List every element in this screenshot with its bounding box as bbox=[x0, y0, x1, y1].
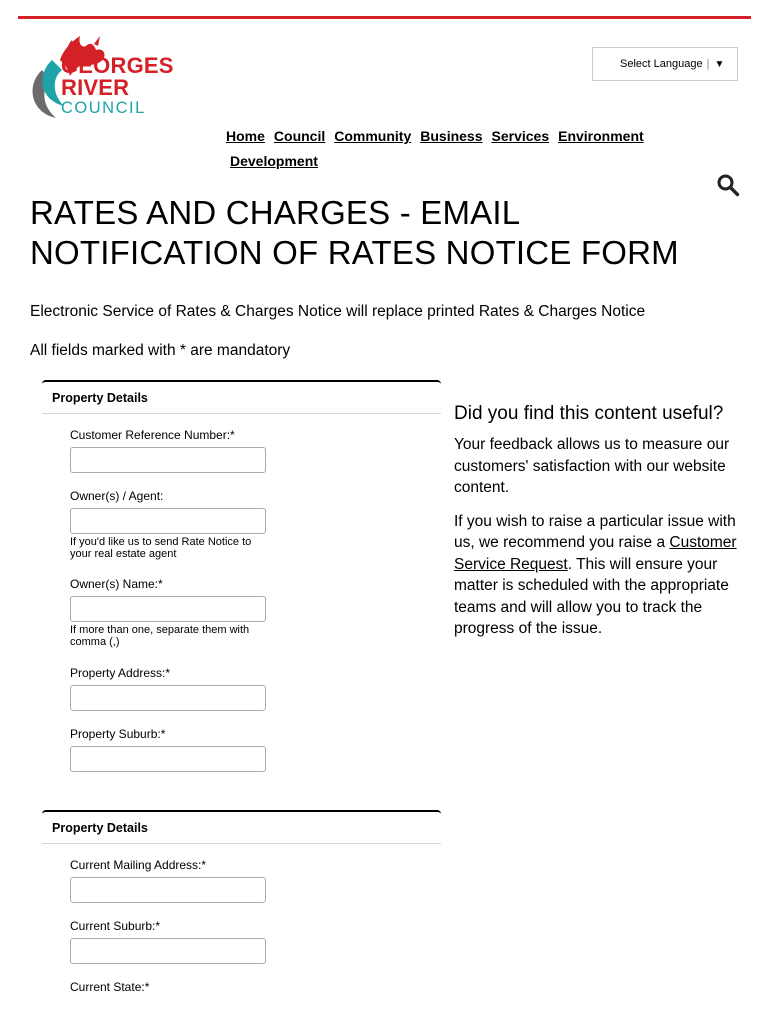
field-label: Current Mailing Address:* bbox=[70, 858, 207, 872]
field-label: Current State:* bbox=[70, 980, 150, 994]
customer-service-request-link[interactable]: Customer Service Request bbox=[454, 534, 737, 573]
field-label: Owner(s) Name:* bbox=[70, 577, 163, 591]
owner-name-field bbox=[70, 577, 270, 648]
logo-wordmark bbox=[61, 55, 174, 117]
feedback-text-before: If you wish to raise a particular issue with us, we recommend you raise a bbox=[454, 512, 736, 551]
language-select[interactable] bbox=[592, 47, 738, 81]
property-suburb-field bbox=[70, 727, 266, 772]
property-address-field bbox=[70, 666, 266, 711]
language-select-label: Select Language bbox=[620, 58, 703, 70]
nav-council[interactable]: Council bbox=[273, 128, 326, 144]
nav-home[interactable]: Home bbox=[226, 128, 265, 144]
intro-text: Electronic Service of Rates & Charges Notice will replace printed Rates & Charges Notice bbox=[30, 303, 646, 320]
field-label: Owner(s) / Agent: bbox=[70, 489, 164, 503]
property-details-section-1 bbox=[42, 380, 441, 780]
feedback-title: Did you find this content useful? bbox=[454, 403, 724, 424]
page-title: RATES AND CHARGES - EMAIL NOTIFICATION OF RATES NOTICE FORM bbox=[30, 194, 679, 271]
section-legend: Property Details bbox=[42, 812, 441, 844]
field-label: Customer Reference Number:* bbox=[70, 428, 235, 442]
current-state-field bbox=[70, 980, 149, 994]
property-details-section-2 bbox=[42, 810, 441, 1024]
language-separator: | bbox=[706, 58, 710, 70]
nav-environment[interactable]: Environment bbox=[558, 128, 644, 144]
nav-business[interactable]: Business bbox=[420, 128, 483, 144]
section-legend: Property Details bbox=[42, 382, 441, 414]
property-suburb-input[interactable] bbox=[70, 746, 266, 772]
feedback-text: Your feedback allows us to measure our customers' satisfaction with our website content. bbox=[454, 436, 730, 496]
nav-development[interactable]: Development bbox=[230, 153, 318, 169]
customer-reference-input[interactable] bbox=[70, 447, 266, 473]
property-address-input[interactable] bbox=[70, 685, 266, 711]
mailing-address-input[interactable] bbox=[70, 877, 266, 903]
field-label: Property Suburb:* bbox=[70, 727, 166, 741]
logo-line1: GEORGES bbox=[61, 53, 174, 78]
mandatory-note: All fields marked with * are mandatory bbox=[30, 342, 291, 359]
feedback-panel bbox=[454, 401, 744, 652]
current-suburb-input[interactable] bbox=[70, 938, 266, 964]
feedback-request-text bbox=[454, 511, 744, 640]
top-accent-line bbox=[18, 16, 751, 19]
feedback-text-after: . This will ensure your matter is scheduled with the appropriate teams and will allow you to track the progress of the issue. bbox=[454, 555, 729, 637]
owner-agent-field bbox=[70, 489, 270, 560]
field-hint: If you'd like us to send Rate Notice to your real estate agent bbox=[70, 536, 252, 560]
field-hint: If more than one, separate them with comma (,) bbox=[70, 624, 250, 648]
owner-agent-input[interactable] bbox=[70, 508, 266, 534]
owner-name-input[interactable] bbox=[70, 596, 266, 622]
current-suburb-field bbox=[70, 919, 266, 964]
main-nav bbox=[226, 124, 686, 174]
logo-line3: COUNCIL bbox=[61, 99, 146, 117]
field-label: Property Address:* bbox=[70, 666, 171, 680]
mailing-address-field bbox=[70, 858, 266, 903]
customer-reference-field bbox=[70, 428, 266, 473]
field-label: Current Suburb:* bbox=[70, 919, 161, 933]
dropdown-arrow-icon: ▼ bbox=[714, 58, 725, 70]
logo-line2: RIVER bbox=[61, 75, 130, 100]
nav-row-2 bbox=[226, 149, 686, 174]
nav-services[interactable]: Services bbox=[491, 128, 550, 144]
nav-community[interactable]: Community bbox=[334, 128, 412, 144]
